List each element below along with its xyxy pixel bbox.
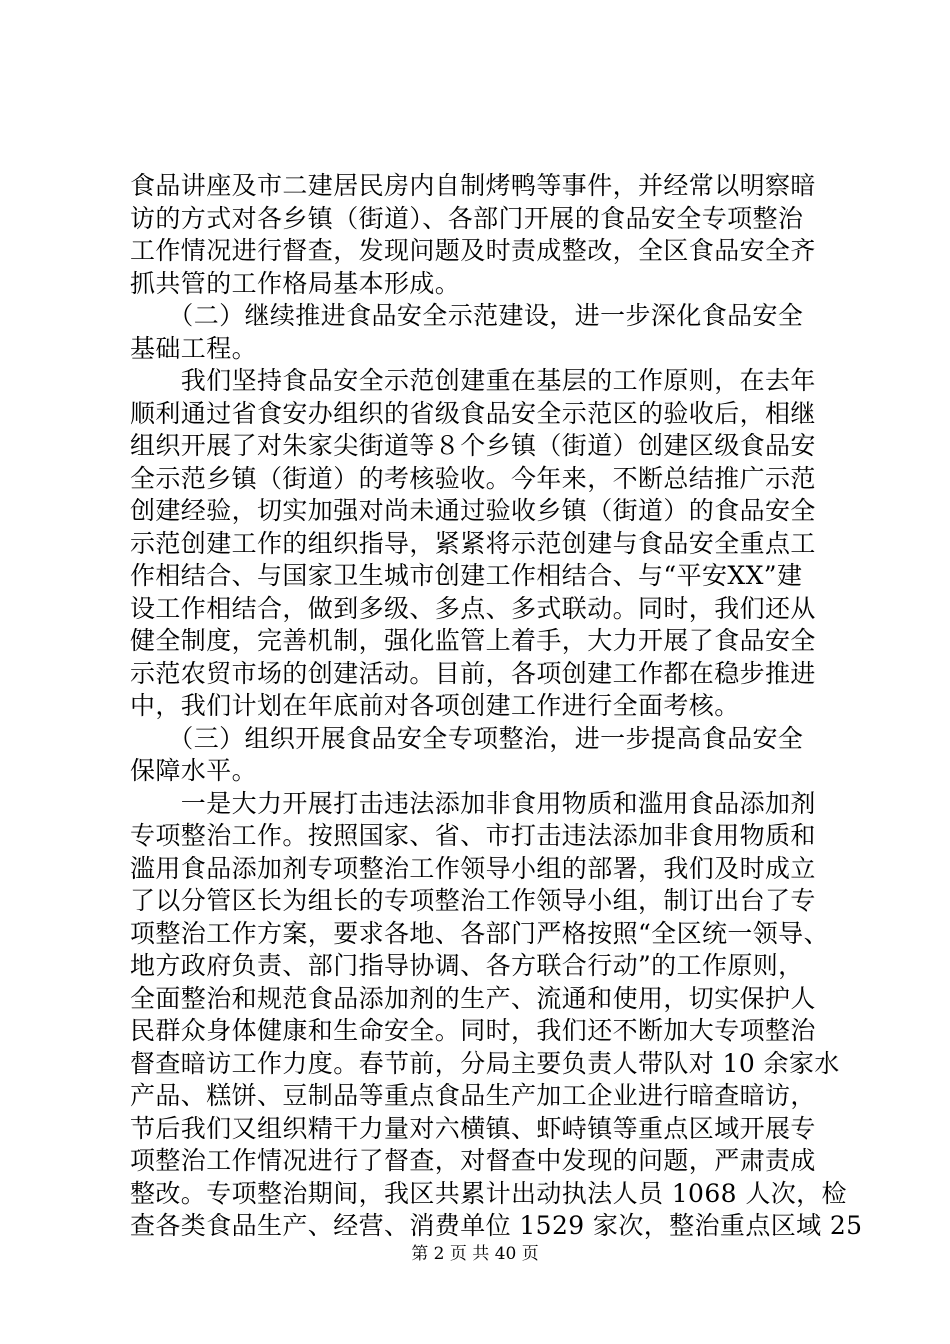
text-line: 设工作相结合，做到多级、多点、多式联动。同时，我们还从 (130, 593, 816, 623)
text-line: 抓共管的工作格局基本形成。 (130, 268, 461, 298)
text-line: 访的方式对各乡镇（街道）、各部门开展的食品安全专项整治 (130, 203, 804, 233)
text-line: 工作情况进行督查，发现问题及时责成整改，全区食品安全齐 (130, 236, 816, 265)
text-line: 项整治工作方案，要求各地、各部门严格按照“全区统一领导、 (130, 918, 829, 948)
text-line: 全示范乡镇（街道）的考核验收。今年来，不断总结推广示范 (130, 463, 816, 493)
document-body (130, 170, 863, 1243)
text-line: 中，我们计划在年底前对各项创建工作进行全面考核。 (130, 691, 740, 720)
section-heading-line: （三）组织开展食品安全专项整治，进一步提高食品安全 (130, 723, 804, 753)
text-line: 整改。专项整治期间，我区共累计出动执法人员 1068 人次，检 (130, 1178, 847, 1208)
text-line: 一是大力开展打击违法添加非食用物质和滥用食品添加剂 (130, 788, 816, 818)
text-line: 食品讲座及市二建居民房内自制烤鸭等事件，并经常以明察暗 (130, 171, 816, 200)
section-heading-line: （二）继续推进食品安全示范建设，进一步深化食品安全 (130, 301, 804, 330)
text-line: 创建经验，切实加强对尚未通过验收乡镇（街道）的食品安全 (130, 496, 816, 525)
text-line: 顺利通过省食安办组织的省级食品安全示范区的验收后，相继 (130, 398, 816, 428)
section-heading-line: 保障水平。 (130, 756, 258, 785)
text-line: 查各类食品生产、经营、消费单位 1529 家次，整治重点区域 25 (130, 1211, 863, 1240)
text-line: 项整治工作情况进行了督查，对督查中发现的问题，严肃责成 (130, 1146, 816, 1175)
text-line: 地方政府负责、部门指导协调、各方联合行动”的工作原则， (130, 951, 804, 980)
text-line: 节后我们又组织精干力量对六横镇、虾峙镇等重点区域开展专 (130, 1113, 816, 1143)
text-line: 滥用食品添加剂专项整治工作领导小组的部署，我们及时成立 (130, 853, 816, 883)
text-line: 我们坚持食品安全示范创建重在基层的工作原则，在去年 (130, 366, 816, 395)
text-line: 示范创建工作的组织指导，紧紧将示范创建与食品安全重点工 (130, 528, 816, 558)
text-line: 全面整治和规范食品添加剂的生产、流通和使用，切实保护人 (130, 983, 816, 1013)
text-line: 了以分管区长为组长的专项整治工作领导小组，制订出台了专 (130, 886, 816, 915)
text-line: 组织开展了对朱家尖街道等８个乡镇（街道）创建区级食品安 (130, 431, 816, 460)
page-number-footer: 第 2 页 共 40 页 (411, 1244, 539, 1264)
text-line: 作相结合、与国家卫生城市创建工作相结合、与“平安XX”建 (130, 561, 803, 590)
section-heading-line: 基础工程。 (130, 333, 258, 363)
text-line: 示范农贸市场的创建活动。目前，各项创建工作都在稳步推进 (130, 658, 816, 688)
text-line: 民群众身体健康和生命安全。同时，我们还不断加大专项整治 (130, 1016, 816, 1045)
text-line: 健全制度，完善机制，强化监管上着手，大力开展了食品安全 (130, 626, 816, 655)
text-line: 产品、糕饼、豆制品等重点食品生产加工企业进行暗查暗访， (130, 1081, 816, 1110)
text-line: 专项整治工作。按照国家、省、市打击违法添加非食用物质和 (130, 821, 816, 850)
text-line: 督查暗访工作力度。春节前，分局主要负责人带队对 10 余家水 (130, 1048, 840, 1078)
